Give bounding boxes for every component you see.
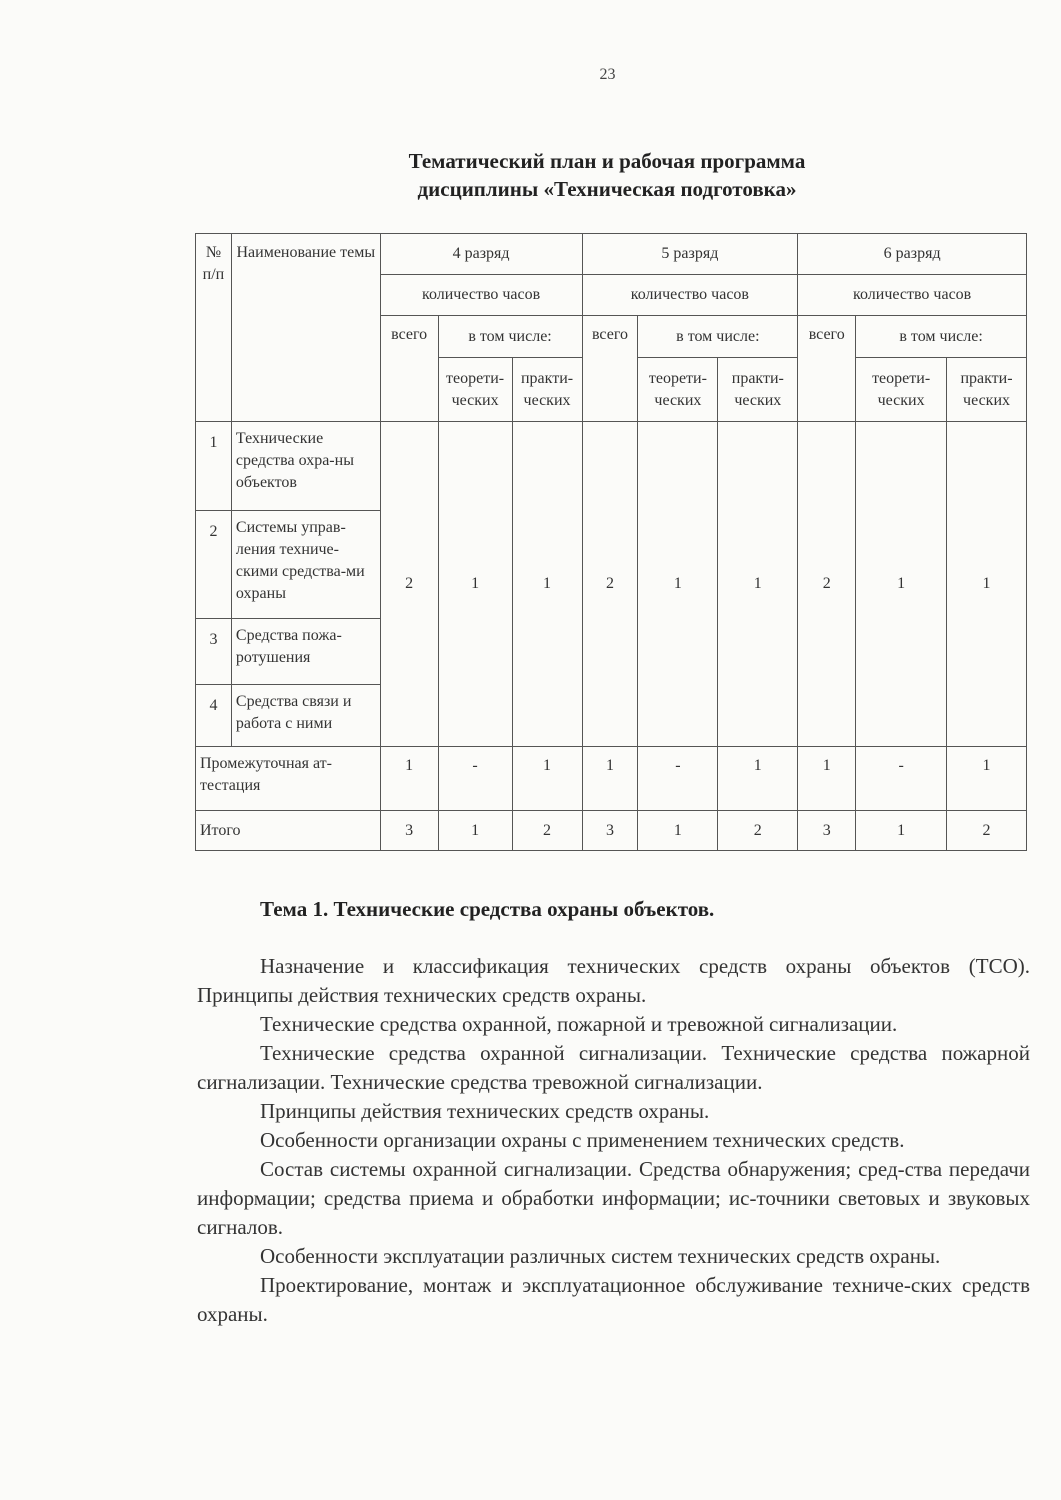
- header-total-6: всего: [798, 316, 856, 422]
- topic-name: Технические средства охра-ны объектов: [231, 422, 380, 511]
- attestation-value: 1: [582, 747, 638, 811]
- topic-name: Средства связи и работа с ними: [231, 685, 380, 747]
- topics-value-cell: 1: [856, 422, 947, 747]
- table-row: [196, 422, 1027, 511]
- paragraph: Технические средства охранной сигнализации. Технические средства пожарной сигнализации. Технические средства тревожной сигнализации.: [197, 1041, 1030, 1094]
- header-hours-5: количество часов: [582, 275, 798, 316]
- header-including-4: в том числе:: [438, 316, 582, 358]
- attestation-value: -: [638, 747, 718, 811]
- topic-num: 2: [196, 511, 232, 619]
- topics-value-cell: 1: [947, 422, 1027, 747]
- topic-num: 4: [196, 685, 232, 747]
- total-value: 1: [438, 811, 512, 851]
- header-total-5: всего: [582, 316, 638, 422]
- header-including-6: в том числе:: [856, 316, 1027, 358]
- total-value: 1: [856, 811, 947, 851]
- header-practical-5: практи-ческих: [718, 358, 798, 422]
- attestation-label: Промежуточная ат-тестация: [196, 747, 381, 811]
- paragraph: Особенности организации охраны с применением технических средств.: [260, 1128, 905, 1152]
- paragraph: Особенности эксплуатации различных систем технических средств охраны.: [260, 1244, 941, 1268]
- topic-name: Системы управ-ления техниче-скими средства-ми охраны: [231, 511, 380, 619]
- total-value: 3: [798, 811, 856, 851]
- total-label: Итого: [196, 811, 381, 851]
- document-title-line-1: Тематический план и рабочая программа: [408, 149, 806, 173]
- attestation-value: -: [856, 747, 947, 811]
- attestation-value: 1: [718, 747, 798, 811]
- topics-value-cell: 1: [638, 422, 718, 747]
- header-total-4: всего: [380, 316, 438, 422]
- header-grade-4: 4 разряд: [380, 234, 582, 275]
- topics-value-cell: 2: [582, 422, 638, 747]
- header-grade-5: 5 разряд: [582, 234, 798, 275]
- topics-value-cell: 1: [718, 422, 798, 747]
- paragraph: Назначение и классификация технических средств охраны объектов (ТСО). Принципы действия технических средств охраны.: [197, 954, 1030, 1007]
- header-grade-6: 6 разряд: [798, 234, 1027, 275]
- topics-value-cell: 1: [512, 422, 582, 747]
- header-hours-6: количество часов: [798, 275, 1027, 316]
- header-hours-4: количество часов: [380, 275, 582, 316]
- section-body: [197, 952, 1030, 1329]
- topic-num: 3: [196, 619, 232, 685]
- header-theoretical-5: теорети-ческих: [638, 358, 718, 422]
- attestation-value: 1: [947, 747, 1027, 811]
- attestation-value: 1: [798, 747, 856, 811]
- paragraph: Технические средства охранной, пожарной и тревожной сигнализации.: [260, 1012, 898, 1036]
- attestation-value: 1: [512, 747, 582, 811]
- header-theoretical-6: теорети-ческих: [856, 358, 947, 422]
- section-heading: Тема 1. Технические средства охраны объектов.: [260, 897, 715, 921]
- header-practical-6: практи-ческих: [947, 358, 1027, 422]
- page-number: 23: [599, 66, 616, 83]
- paragraph: Проектирование, монтаж и эксплуатационное обслуживание техниче-ских средств охраны.: [197, 1273, 1030, 1326]
- topics-value-cell: 1: [438, 422, 512, 747]
- total-value: 1: [638, 811, 718, 851]
- topic-name: Средства пожа-ротушения: [231, 619, 380, 685]
- document-title-line-2: дисциплины «Техническая подготовка»: [417, 177, 797, 201]
- document-title: [200, 147, 1014, 203]
- total-value: 3: [380, 811, 438, 851]
- paragraph: Состав системы охранной сигнализации. Средства обнаружения; сред-ства передачи информации; средства приема и обработки информации; ис-точники световых и звуковых сигналов.: [197, 1157, 1030, 1239]
- topics-value-cell: 2: [380, 422, 438, 747]
- total-value: 2: [512, 811, 582, 851]
- total-row: [196, 811, 1027, 851]
- thematic-plan-table: [195, 233, 1027, 851]
- header-including-5: в том числе:: [638, 316, 798, 358]
- topic-num: 1: [196, 422, 232, 511]
- attestation-value: 1: [380, 747, 438, 811]
- topics-value-cell: 2: [798, 422, 856, 747]
- total-value: 3: [582, 811, 638, 851]
- header-practical-4: практи-ческих: [512, 358, 582, 422]
- header-theoretical-4: теорети-ческих: [438, 358, 512, 422]
- paragraph: Принципы действия технических средств охраны.: [260, 1099, 710, 1123]
- header-topic: Наименование темы: [231, 234, 380, 422]
- header-num: № п/п: [196, 234, 232, 422]
- attestation-row: [196, 747, 1027, 811]
- total-value: 2: [718, 811, 798, 851]
- attestation-value: -: [438, 747, 512, 811]
- total-value: 2: [947, 811, 1027, 851]
